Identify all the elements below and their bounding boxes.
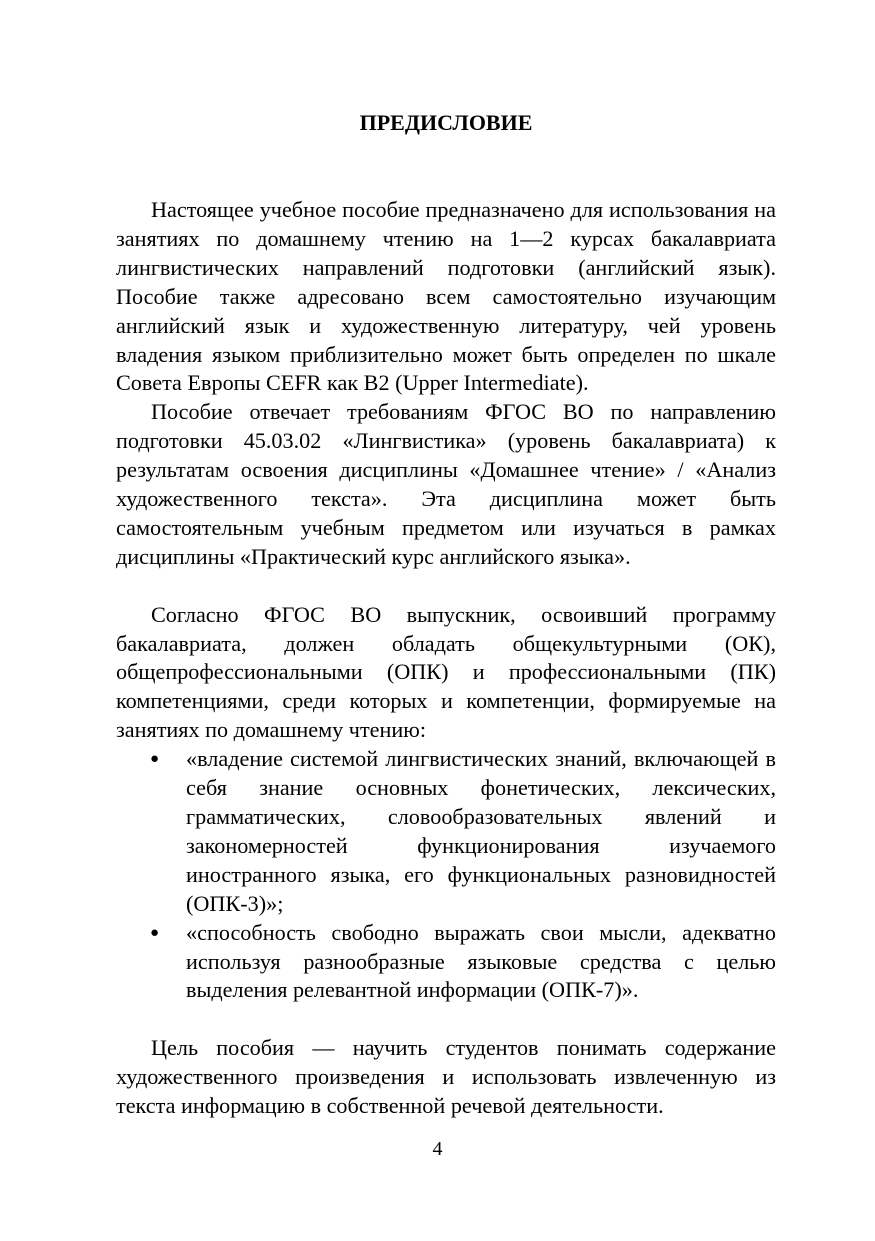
list-item-text: «владение системой лингвистических знаний, включающей в себя знание основных фонетических, лексических, грамматических, словообразовательных явлений и закономерностей функционирования изучаемого иностранного языка, его функциональных разновидностей (ОПК-3)»; bbox=[186, 746, 776, 916]
body-text bbox=[116, 196, 776, 1121]
page-number: 4 bbox=[432, 1138, 443, 1160]
competency-list bbox=[116, 745, 776, 1005]
list-item bbox=[116, 919, 776, 1006]
list-item-text: «способность свободно выражать свои мысли, адекватно используя разнообразные языковые средства с целью выделения релевантной информации (ОПК-7)». bbox=[186, 919, 776, 1003]
list-item bbox=[116, 745, 776, 918]
paragraph-standards: Пособие отвечает требованиям ФГОС ВО по направлению подготовки 45.03.02 «Лингвистика» (уровень бакалавриата) к результатам освоения дисциплины «Домашнее чтение» / «Анализ художественного текста». Эта дисциплина может быть самостоятельным учебным предметом или изучаться в рамках дисциплины «Практический курс английского языка». bbox=[116, 399, 776, 569]
bullet-icon: ● bbox=[150, 751, 160, 768]
paragraph-goal: Цель пособия — научить студентов понимать содержание художественного произведения и использовать извлеченную из текста информацию в собственной речевой деятельности. bbox=[116, 1035, 776, 1119]
paragraph-competencies: Согласно ФГОС ВО выпускник, освоивший программу бакалавриата, должен обладать общекультурными (ОК), общепрофессиональными (ОПК) и профессиональными (ПК) компетенциями, среди которых и компетенции, формируемые на занятиях по домашнему чтению: bbox=[116, 601, 776, 743]
page-title: ПРЕДИСЛОВИЕ bbox=[359, 110, 533, 135]
bullet-icon: ● bbox=[150, 924, 160, 941]
paragraph-intro: Настоящее учебное пособие предназначено для использования на занятиях по домашнему чтению на 1—2 курсах бакалавриата лингвистических направлений подготовки (английский язык). Пособие также адресовано всем самостоятельно изучающим английский язык и художественную литературу, чей уровень владения языком приблизительно может быть определен по шкале Совета Европы CEFR как В2 (Upper Intermediate). bbox=[116, 197, 776, 396]
